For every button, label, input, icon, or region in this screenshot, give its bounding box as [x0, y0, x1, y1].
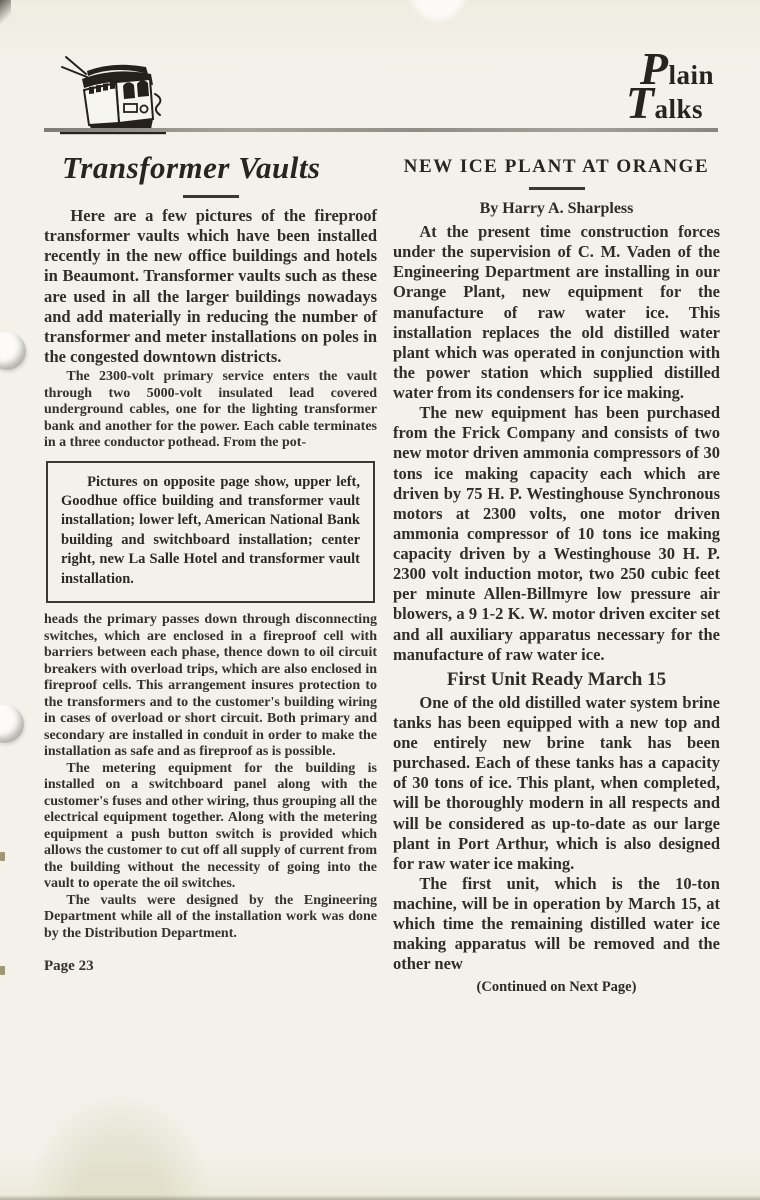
- paragraph: The metering equipment for the building is installed on a switchboard panel along with the customer's fuses and other wiring, thus grouping all the electrical equipment together. Along with the metering equipment a push button switch is provided which allows the customer to cut off all supply of current from the building without the necessity of going into the vault to operate the oil switches.: [44, 760, 377, 892]
- right-column: [393, 142, 720, 1170]
- page-edge-speck: [0, 852, 5, 861]
- page-number: Page 23: [44, 958, 94, 975]
- paragraph: The 2300-volt primary service enters the vault through two 5000-volt insulated lead covered underground cables, one for the lighting transformer bank and another for the power. Each cable terminates in a three conductor pothead. From the pot-: [44, 369, 377, 451]
- page-bottom-shadow: [0, 1195, 760, 1200]
- continued-notice: (Continued on Next Page): [476, 978, 637, 995]
- article-title-new-ice-plant: NEW ICE PLANT AT ORANGE: [403, 156, 710, 177]
- logo-word-talks: Talks: [625, 77, 703, 129]
- paragraph: The new equipment has been purchased from the Frick Company and consists of two new motor driven ammonia compressors of 30 tons ice making capacity each which are driven by 75 H. P. Westinghouse Synchronous motors at 2300 volts, one motor driven ammonia compressor of 10 tons ice making capacity driven by a Westinghouse 30 H. P. 2300 volt induction motor, two 250 cubic feet per minute Allen-Billmyre low pressure air blowers, a 9 1-2 K. W. motor driven exciter set and all auxiliary apparatus necessary for the manufacture of raw water ice.: [393, 403, 720, 664]
- left-column: [44, 142, 377, 1170]
- punch-hole: [0, 705, 24, 743]
- punch-hole: [0, 332, 26, 370]
- masthead: [44, 0, 718, 134]
- paragraph: The vaults were designed by the Engineering Department while all of the installation work was done by the Distribution Department.: [44, 892, 377, 941]
- title-divider: [529, 187, 585, 190]
- article-title-transformer-vaults: Transformer Vaults: [62, 150, 321, 185]
- masthead-rule: [44, 128, 718, 132]
- plain-talks-logo: [625, 43, 714, 129]
- page-corner-shadow: [0, 0, 11, 24]
- subheading-first-unit: First Unit Ready March 15: [446, 668, 667, 690]
- page-edge-speck: [0, 966, 5, 975]
- paragraph: One of the old distilled water system brine tanks has been equipped with a new top and one entirely new brine tank has been purchased. Each of these tanks has a capacity of 30 tons of ice. This plant, when completed, will be thoroughly modern in all respects and will be considered as up-to-date as our large plant in Port Arthur, which is also designed for raw water ice making.: [393, 692, 720, 873]
- editor-note-box: Pictures on opposite page show, upper left, Goodhue office building and transformer vault installation; lower left, American National Bank building and switchboard installation; center right, new La Salle Hotel and transformer vault installation.: [46, 461, 375, 604]
- paragraph: Here are a few pictures of the fireproof transformer vaults which have been installed recently in the new office buildings and hotels in Beaumont. Transformer vaults such as these are used in all the larger buildings nowadays and add materially in reducing the number of transformer and meter installations on poles in the congested downtown districts.: [44, 206, 377, 366]
- article-columns: [44, 142, 720, 1170]
- paragraph: The first unit, which is the 10-ton machine, will be in operation by March 15, at which time the remaining distilled water ice making apparatus will be removed and the other new: [393, 873, 720, 974]
- logo-word-plain: Plain: [639, 43, 714, 94]
- paragraph: heads the primary passes down through disconnecting switches, which are enclosed in a fireproof cell with barriers between each phase, thence down to oil circuit breakers with overload trips, which are also enclosed in fireproof cells. This arrangement insures protection to the transformers and to the customer's building wiring in cases of overload or short circuit. Both primary and secondary are installed in conduit in order to make the installation as safe and as fireproof as is possible.: [44, 612, 377, 760]
- byline: By Harry A. Sharpless: [479, 200, 634, 217]
- title-divider: [183, 195, 239, 198]
- paragraph: At the present time construction forces under the supervision of C. M. Vaden of the Engineering Department are installing in our Orange Plant, new equipment for the manufacture of raw water ice. This installation replaces the old distilled water plant which was operated in conjunction with the power station which supplied distilled water from its condensers for ice making.: [393, 222, 720, 402]
